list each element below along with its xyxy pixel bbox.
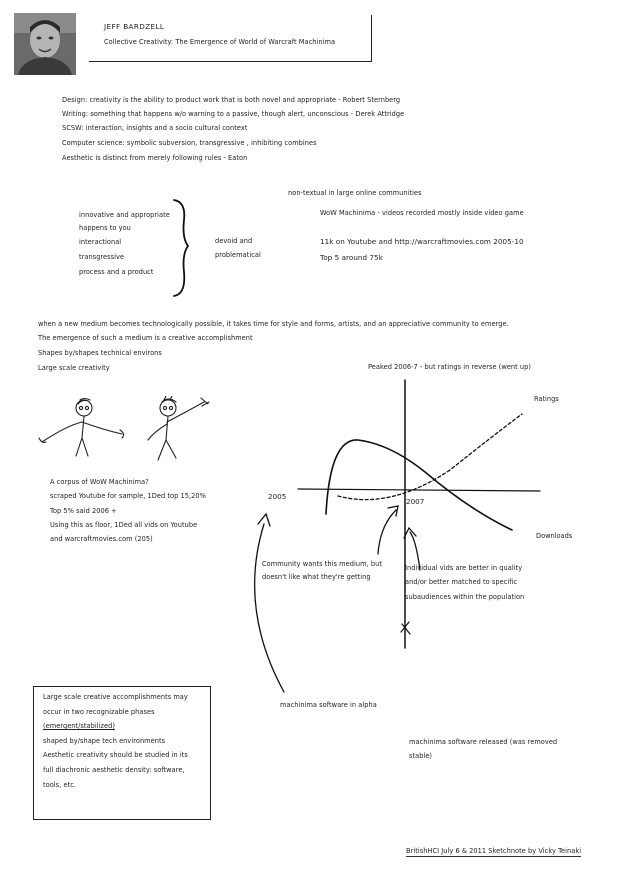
- footer-credit: BritishHCI July 6 & 2011 Sketchnote by Vicky Teinaki: [406, 847, 582, 855]
- chart-title: Peaked 2006-7 - but ratings in reverse (went up): [368, 363, 532, 371]
- communities-line: Top 5 around 75k: [320, 253, 383, 262]
- trend-chart: [250, 378, 590, 858]
- definition-item: Writing: something that happens w/o warning to a passive, though alert, unconscious - Derek Attridge: [62, 110, 405, 118]
- talk-title: Collective Creativity: The Emergence of World of Warcraft Machinima: [104, 38, 336, 46]
- stick-figure-icon: [39, 399, 124, 457]
- stick-figure-cheering-icon: [148, 396, 209, 460]
- new-medium-line: Large scale creativity: [38, 364, 110, 372]
- stick-figures-sketch: [36, 396, 226, 466]
- corpus-line: and warcraftmovies.com (205): [50, 535, 153, 543]
- curly-brace-icon: [170, 198, 198, 300]
- brace-result-line: devoid and: [215, 237, 253, 245]
- communities-line: 11k on Youtube and http://warcraftmovies.com 2005-10: [320, 237, 524, 246]
- summary-line: shaped by/shape tech environments: [43, 737, 166, 745]
- community-note-line: Community wants this medium, but: [262, 560, 382, 568]
- x-label-2005: 2005: [268, 492, 287, 501]
- downloads-curve: [326, 440, 512, 530]
- corpus-line: Using this as floor, 1Ded all vids on Youtube: [50, 521, 198, 529]
- legend-downloads: Downloads: [536, 532, 573, 540]
- summary-line: full diachronic aesthetic density: software,: [43, 766, 185, 774]
- summary-line: Aesthetic creativity should be studied in its: [43, 751, 188, 759]
- new-medium-line: when a new medium becomes technologically possible, it takes time for style and forms, artists, and an appreciative community to emerge.: [38, 320, 509, 328]
- definition-item: Computer science: symbolic subversion, transgressive , inhibiting combines: [62, 139, 317, 147]
- corpus-line: A corpus of WoW Machinima?: [50, 478, 149, 486]
- ratings-curve: [338, 414, 522, 500]
- definition-item: SCSW: interaction, insights and a socio cultural context: [62, 124, 248, 132]
- summary-line: (emergent/stabilized): [43, 722, 116, 730]
- speaker-portrait-icon: [14, 13, 76, 75]
- trait-item: process and a product: [79, 268, 154, 276]
- emergence-arrow: [255, 524, 284, 692]
- x-label-2007: 2007: [406, 497, 425, 506]
- summary-line: occur in two recognizable phases: [43, 708, 155, 716]
- alpha-note: machinima software in alpha: [280, 701, 377, 709]
- speaker-name: JEFF BARDZELL: [104, 22, 165, 31]
- corpus-line: Top 5% said 2006 +: [50, 507, 117, 515]
- released-note-line: stable): [409, 752, 433, 760]
- trait-item: happens to you: [79, 224, 131, 232]
- individual-note-line: Individual vids are better in quality: [405, 564, 523, 572]
- community-arrow: [378, 510, 396, 554]
- definition-item: Aesthetic is distinct from merely following rules - Eaton: [62, 154, 248, 162]
- communities-line: WoW Machinima - videos recorded mostly inside video game: [320, 209, 524, 217]
- legend-ratings: Ratings: [534, 395, 559, 403]
- corpus-line: scraped Youtube for sample, 1Ded top 15,20%: [50, 492, 206, 500]
- definition-item: Design: creativity is the ability to product work that is both novel and appropriate - Robert Sternberg: [62, 96, 401, 104]
- summary-line: tools, etc.: [43, 781, 77, 789]
- trait-item: transgressive: [79, 253, 125, 261]
- speaker-photo: [14, 13, 76, 75]
- communities-heading: non-textual in large online communities: [288, 189, 422, 197]
- individual-note-line: and/or better matched to specific: [405, 578, 518, 586]
- brace-result-line: problematical: [215, 251, 261, 259]
- new-medium-line: Shapes by/shapes technical environs: [38, 349, 162, 357]
- community-note-line: doesn't like what they're getting: [262, 573, 371, 581]
- trait-item: innovative and appropriate: [79, 211, 170, 219]
- individual-note-line: subaudiences within the population: [405, 593, 525, 601]
- new-medium-line: The emergence of such a medium is a creative accomplishment: [38, 334, 253, 342]
- x-axis: [298, 489, 540, 491]
- summary-line: Large scale creative accomplishments may: [43, 693, 188, 701]
- released-note-line: machinima software released (was removed: [409, 738, 558, 746]
- trait-item: interactional: [79, 238, 122, 246]
